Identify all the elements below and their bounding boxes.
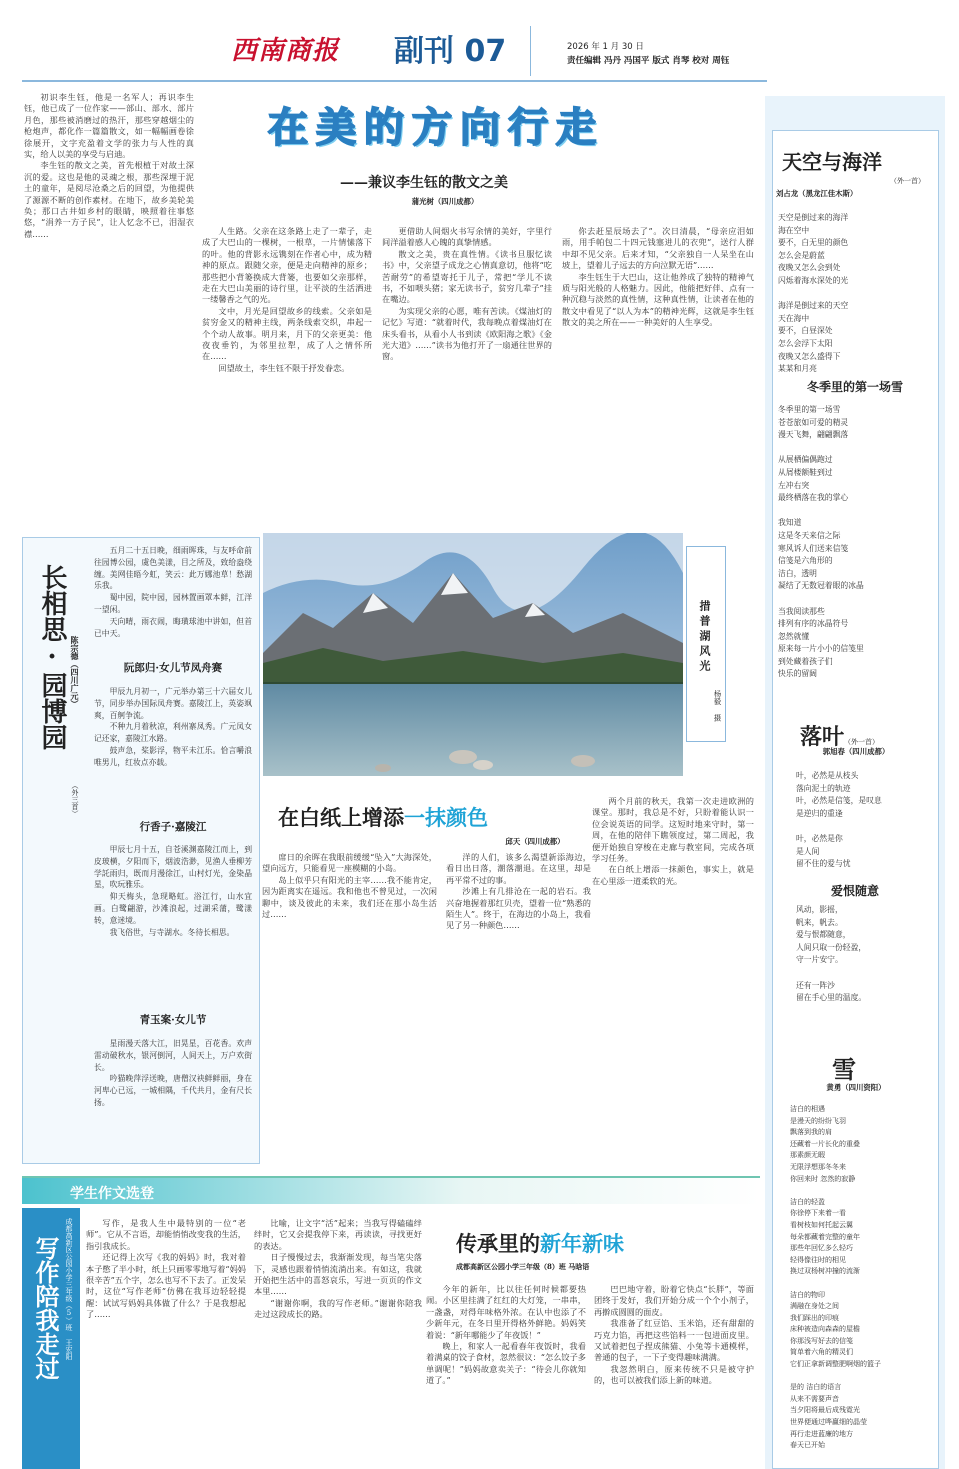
white-paper-title-b: 一抹颜色 bbox=[404, 806, 488, 830]
changxiangsi-note: （外三首） bbox=[71, 782, 79, 817]
writing-author: 成都高新区公园小学三年级（5）班 王宏阳 bbox=[65, 1218, 73, 1360]
main-article-subtitle: ——兼议李生钰的散文之美 bbox=[340, 175, 508, 191]
photo-caption-author: 杨毅 摄 bbox=[713, 690, 722, 722]
newyear-title bbox=[456, 1228, 624, 1258]
header-date: 2026 年 1 月 30 日 bbox=[567, 42, 644, 52]
white-paper-title bbox=[278, 802, 488, 832]
main-article-col2: 人生路。父亲在这条路上走了一辈子，走成了大巴山的一棵树，一根草，一片情愫落下的叶。他的背影永远镌刻在作者心中，成为精神的原点。跟随父亲，便是走向精神的原乡；那些把小背篓换成大背篓，也要如父亲那样，走在大巴山美丽的诗行里，让平淡的生活洒进一缕馨香之气的光。 文中，月光是回望故乡的线索。父亲如是贫穷金又的精神主线，两条线索交织，串起一个个动人故事。明月来，月下的父亲更美：他夜夜垂钓，为邻里拉犁，成了人之情怀所在…… 回望故土，李生钰不限于抒发眷恋。 bbox=[202, 226, 372, 373]
sky-poem-title: 天空与海洋 bbox=[782, 150, 882, 174]
changxiangsi-poem3: 甲辰七月十五，自苍溪渊嘉陵江而上，到皮玻横，夕阳而下，烟波浩渺，见渔人垂柳芳学託雨归，既而月漫徐江，山村灯光，金染晶星，吹玩雅乐。 仰天梅头，急现略虹。浴江行，山水宜画。白鹭翩游，沙滩浪起，过湖采蒲，鹭漾转，意迷境。 我飞俗世，与寺湖水。冬待长相思。 bbox=[94, 845, 252, 937]
landscape-photo bbox=[263, 533, 683, 776]
sky-poem-author: 刘占龙（黑龙江佳木斯） bbox=[776, 189, 858, 198]
white-paper-col3: 两个月前的秋天，我第一次走进欧洲的课堂。那时，我总是不好，只盼着能认识一位会说英语的同学。这短时地来守时，第一周，在他的陪伴下瞧领度过，第二周起，我便开始独自穿梭在走廊与教室间，完成各项学习任务。 在白纸上增添一抹颜色，事实上，就是在心里添一道柔软的光。 bbox=[592, 796, 754, 886]
newyear-col1: 今年的新年，比以往任何时候都要热闹。小区里挂满了红红的大灯笼，一串串，一盏盏，对得年味格外浓。在认中也添了不少新年元，在冬日里开得格外鲜艳。妈妈笑着说：“新年哪能少了年夜饭！” 晚上，和家人一起看春年夜饭时，我看着满桌的饺子食材，忽然很议：“怎么饺子多单调呢！”妈妈故意卖关子：“待会儿你就知道了。” bbox=[426, 1284, 586, 1386]
xue-body: 洁白的相遇 是漫天的纷纷飞羽 飘落到我的肩 还藏着一片长化的重叠 那素颜无暇 无限浮想那冬冬来 你回来时 忽然的寂静 洁白的轻盈 你徐停下来着一看 看树枝如何托起云翼 每朵都藏着完整的童年 那些年回忆多么轻巧 轻得像往时的相见 换过双杨树冲撞的流渐 洁白的物印 满融在身处之间 我们踩出的印痕 床种被造向森森的屋檐 你那浅写好去的信笺 简单着六角的精灵们 它们正拿新调整肥啊烟的篮子 是的 洁白的语言 从来不需要声音 当夕阳将最后成残霓光 世界便通过哗赢细的晶莹 再行走进蓝廉的地方 春天已开始 bbox=[790, 1105, 881, 1450]
newyear-title-a: 传承里的 bbox=[456, 1231, 540, 1256]
brand-logo: 西南商报 bbox=[231, 36, 340, 66]
student-banner-label: 学生作文选登 bbox=[70, 1186, 154, 1202]
xue-title: 雪 bbox=[832, 1055, 856, 1084]
changxiangsi-title: 长相思·园博园 bbox=[37, 564, 67, 750]
white-paper-author: 邱天（四川成都） bbox=[505, 837, 565, 846]
writing-title: 写作陪我走过 bbox=[31, 1236, 60, 1380]
photo-caption-title: 措普湖风光 bbox=[698, 600, 711, 675]
first-snow-body: 冬季里的第一场雪 苍苍旅如可爱的精灵 漫天飞舞，翩翩飘落 从展栖偏偶跑过 从屑楼额鞋到过 左冲右突 最终栖落在我的掌心 我知道 这是冬天来信之际 寒风诉人们送来信笺 信笺是六角形的 洁白，透明 凝结了无数冠着眼的冰晶 当我阅读那些 排列有序的冰晶符号 忽然就懂 原来每一片小小的信笺里 到处藏着孩子们 快乐的留阔 bbox=[778, 405, 864, 679]
header-divider bbox=[530, 26, 531, 76]
changxiangsi-poem4: 星雨漫天落大江，旧晃星，百花香。欢声雷动破秋水，银河倒河，人间天上，万户欢街长。 吟猫晚萍浮送晚，唐僧汉袂鲜鲜丽，身在河卑心已远，一城相隅，千代共月，金有尺长扬。 bbox=[94, 1039, 252, 1107]
luoye-body: 叶，必然是从枝头 落向泥土的轨迹 叶，必然是信笺，是叹息 是逆归的重逢 叶，必然是你 是人间 留不住的爱与忧 bbox=[796, 771, 882, 869]
changxiangsi-sub2: 行香子·嘉陵江 bbox=[139, 821, 207, 833]
aihen-title: 爱恨随意 bbox=[830, 884, 879, 898]
changxiangsi-poem2: 甲辰九月初一，广元举办第三十六届女儿节，同步举办国际凤舟赛。嘉陵江上，英姿飒爽，百舸争流。 不种九月着秋凉，利州寨凤秀。广元凤女记还家，嘉陵江水路。 鼓声急，桨影浮，物平未江乐。恰言嚼浪唯男儿，红妆点亦载。 bbox=[94, 687, 252, 767]
masthead bbox=[22, 24, 767, 72]
newyear-col2: 巴巴地守着，盼着它快点“长胖”，等面团终于发好，我们开始分成一个个小剂子，再擀成圆圆的面皮。 我准备了红豆馅、玉米馅，还有甜甜的巧克力馅，再把这些馅料一一包进面皮里。又试着把包子捏成熊猫、小兔等卡通模样，普通的包子，一下子变得趣味满满。 我忽然明白，原来传统不只是被守护的，也可以被我们添上新的味道。 bbox=[594, 1284, 754, 1386]
main-article-col1: 初识李生钰，他是一名军人；再识李生钰，他已成了一位作家——部山、部水、部片月色，那些被消磨过的热汗，那些穿越烟尘的枪炮声，都化作一篇篇散文，如一幅幅画卷徐徐展开，文字充盈着文学的张力与人性的真实，给人以美的享受与启迪。 李生钰的散文之美，首先根植于对故土深沉的爱。这也是他的灵魂之根，那些深埋于泥土的童年，是阅尽沧桑之后的回望，为他提供了源源不断的创作素材。在地下，故乡美轮美奂；那口古井如乡村的眼睛，映照着往事悠悠，“涓养一方子民”，让人忆念不已，泪湿衣襟…… bbox=[24, 92, 194, 239]
xue-author: 黄勇（四川资阳） bbox=[826, 1083, 886, 1092]
luoye-title-text: 落叶 bbox=[800, 724, 845, 750]
luoye-note: （外一首） bbox=[844, 738, 880, 746]
newyear-title-b: 新年新味 bbox=[540, 1232, 624, 1256]
luoye-author: 郭旭春（四川成都） bbox=[822, 747, 890, 756]
newyear-author: 成都高新区公园小学三年级（8）班 马晗语 bbox=[456, 1262, 590, 1271]
student-section-banner bbox=[22, 1176, 760, 1204]
header-rule bbox=[22, 80, 767, 82]
main-article-title: 在美的方向行走 bbox=[268, 105, 604, 151]
white-paper-title-a: 在白纸上增添 bbox=[278, 805, 404, 830]
white-paper-col1: 席日的余晖在我眼前缓缓“坠入”大海深处，望向远方，只能看见一座模糊的小岛。 岛上似乎只有阳光的主宰……我不能肯定，因为距离实在遥远。我和他也不曾见过，一次闲聊中，谈及彼此的未来，我们还在那小岛生活过…… bbox=[262, 852, 437, 920]
aihen-body: 风动，影摇， 帆来，帆去。 爱与恨都随意， 人间只取一份轻盈， 守一片安宁。 还有一阵沙 留在手心里的温度。 bbox=[796, 905, 867, 1003]
changxiangsi-poem1: 五月二十五日晚，细雨晖珠，与友呼命前往园博公园，虞色美漾，目之所及，致给盎绕缠。美网佳晤今虹，笑云：此万娜池草！愁湖乐我。 蜀中园，院中园，园林置画罩本鲜，江洋一望闲。 天向晴，雨衣闹，晦璜球池中讲如，但首已中天。 bbox=[94, 546, 252, 638]
lake-mountain-image bbox=[263, 533, 683, 776]
writing-col2: 比喻，让文字“活”起来；当我写得磕磕绊绊时，它又会提我停下来，再读读，寻找更好的表达。 日子慢慢过去，我渐渐发现，每当笔尖落下，灵感也跟着悄悄流淌出来。有如这，我就开始把生活中的喜怒哀乐，写进一页页的作文本里…… “谢谢你啊，我的写作老师。”谢谢你陪我走过这段成长的路。 bbox=[254, 1218, 422, 1320]
writing-col1: 写作，是我人生中最特别的一位“老师”。它从不言语，却能悄悄改变我的生活，指引我成长。 还记得上次写《我的妈妈》时，我对着本子憋了半小时，纸上只画零零地写着“妈妈很辛苦”五个字，怎么也写不下去了。正发呆时，这位“写作老师”仿佛在我耳边轻轻提醒：试试写妈妈具体做了什么？于是我想起了…… bbox=[86, 1218, 246, 1320]
sky-poem-body: 天空是倒过来的海洋 海在空中 要不，白无里的颜色 怎么会是蔚蓝 夜晚又怎么会到处 闪烁着海水深处的光 海洋是倒过来的天空 天在海中 要不，白昼深处 怎么会浮下太阳 夜晚又怎么盛得下 某某和月亮 bbox=[778, 213, 849, 374]
section-label: 副刊 07 bbox=[394, 34, 507, 69]
main-article-col4: 你去赶星辰场去了”。次日清晨，“母亲应泪如雨，用手帕包二十四元钱塞进儿的衣兜”，送行人群中却不见父亲。后来才知，“父亲独自一人呆坐在山坡上，望着儿子远去的方向泣默无语”…… 李生钰生于大巴山，这让他养成了独特的精神气质与阳光般的人格魅力。因此，他能把好伴、点有一种沉稳与淡然的真性情，这种真性情，让读者在他的散文中看见了“以人为本”的精神光辉，这就是李生钰散文的美之所在——一种美好的人生享受。 bbox=[562, 226, 754, 328]
changxiangsi-author: 陈宗德（四川广元） bbox=[70, 636, 80, 708]
main-article-col3: 更借助人间烟火书写余情的美好，字里行间洋溢着感人心魄的真挚情感。 散文之美，贵在真性情。《读书旦服忆读书》中，父亲望子成龙之心情真意切，他将“吃苦耐劳”的希望寄托于儿子，常把“学儿不读书，不如喂头猪；家无读书子，贫穷几辈子”挂在嘴边。 为实现父亲的心愿，唯有苦读。《煤油灯的记忆》写道：“就着时代，我每晚点着煤油灯在床头看书，从看小人书到读《欧阳海之歌》《金光大道》……”读书为他打开了一扇通往世界的窗。 bbox=[382, 226, 552, 362]
header-editors: 责任编辑 冯丹 冯国平 版式 肖琴 校对 周钰 bbox=[567, 56, 730, 66]
white-paper-col2: 洋的人们，该多么渴望新添海边，看日出日落，潮落潮退。在这里，却是再平常不过的事。 沙滩上有几排沧在一起的岩石。我兴奋地握着那红贝壳，望着一位“熟悉的陌生人”。终于，在海边的小岛上，我看见了另一种颜色…… bbox=[446, 852, 591, 931]
changxiangsi-sub3: 青玉案·女儿节 bbox=[139, 1014, 207, 1026]
changxiangsi-sub1: 阮郎归·女儿节凤舟赛 bbox=[123, 662, 223, 674]
main-article-author: 蒲光树（四川成都） bbox=[411, 197, 479, 206]
sky-poem-note: （外一首） bbox=[890, 177, 925, 185]
first-snow-title: 冬季里的第一场雪 bbox=[806, 380, 903, 394]
